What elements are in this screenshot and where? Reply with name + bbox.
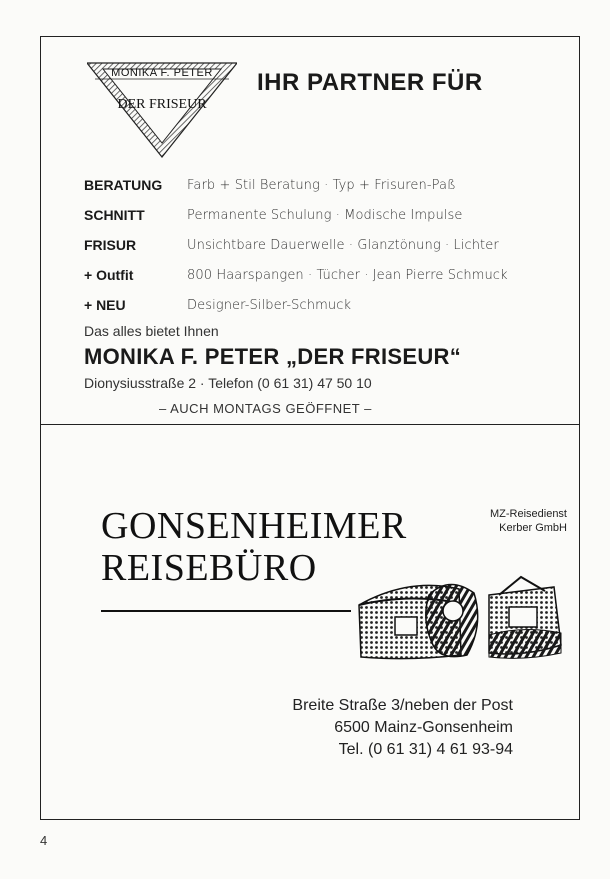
mz-line2: Kerber GmbH xyxy=(499,522,567,534)
service-key: + NEU xyxy=(84,297,126,313)
service-row xyxy=(84,260,508,290)
contact-street: Breite Straße 3/neben der Post xyxy=(292,697,513,714)
intro-text: Das alles bietet Ihnen xyxy=(84,323,219,339)
service-value: Farb + Stil Beratung · Typ + Frisuren-Paß xyxy=(187,177,456,193)
page-frame xyxy=(40,36,580,820)
service-key: SCHNITT xyxy=(84,207,145,223)
service-value: Designer-Silber-Schmuck xyxy=(187,297,352,313)
headline: IHR PARTNER FÜR xyxy=(257,69,483,96)
mz-line1: MZ-Reisedienst xyxy=(489,508,567,520)
page-number: 4 xyxy=(40,833,48,848)
mz-reisedienst xyxy=(463,507,567,535)
service-value: Permanente Schulung · Modische Impulse xyxy=(187,207,463,223)
service-row xyxy=(84,170,508,200)
service-row xyxy=(84,230,508,260)
agency-name-line1: GONSENHEIMER xyxy=(101,505,407,547)
service-row xyxy=(84,290,508,320)
business-address: Dionysiusstraße 2 · Telefon (0 61 31) 47 50 10 xyxy=(84,375,372,391)
services-table xyxy=(84,170,508,320)
contact-phone: Tel. (0 61 31) 4 61 93-94 xyxy=(338,741,513,758)
service-value: 800 Haarspangen · Tücher · Jean Pierre Schmuck xyxy=(187,267,508,283)
treasure-chest-illustration xyxy=(349,565,569,665)
agency-name-line2: REISEBÜRO xyxy=(101,547,317,589)
service-key: + Outfit xyxy=(84,267,134,283)
service-key: BERATUNG xyxy=(84,177,163,193)
agency-underline xyxy=(101,610,351,612)
friseur-logo xyxy=(87,55,237,159)
business-name: MONIKA F. PETER „DER FRISEUR“ xyxy=(84,344,462,369)
service-row xyxy=(84,200,508,230)
logo-text-line2: DER FRISEUR xyxy=(117,97,207,112)
service-value: Unsichtbare Dauerwelle · Glanztönung · Lichter xyxy=(187,237,499,253)
contact-city: 6500 Mainz-Gonsenheim xyxy=(334,719,513,736)
contact-block xyxy=(292,695,513,761)
logo-text-line1: MONIKA F. PETER xyxy=(111,67,213,79)
opening-note: – AUCH MONTAGS GEÖFFNET – xyxy=(159,401,372,416)
ad-divider xyxy=(41,424,579,425)
service-key: FRISUR xyxy=(84,237,137,253)
